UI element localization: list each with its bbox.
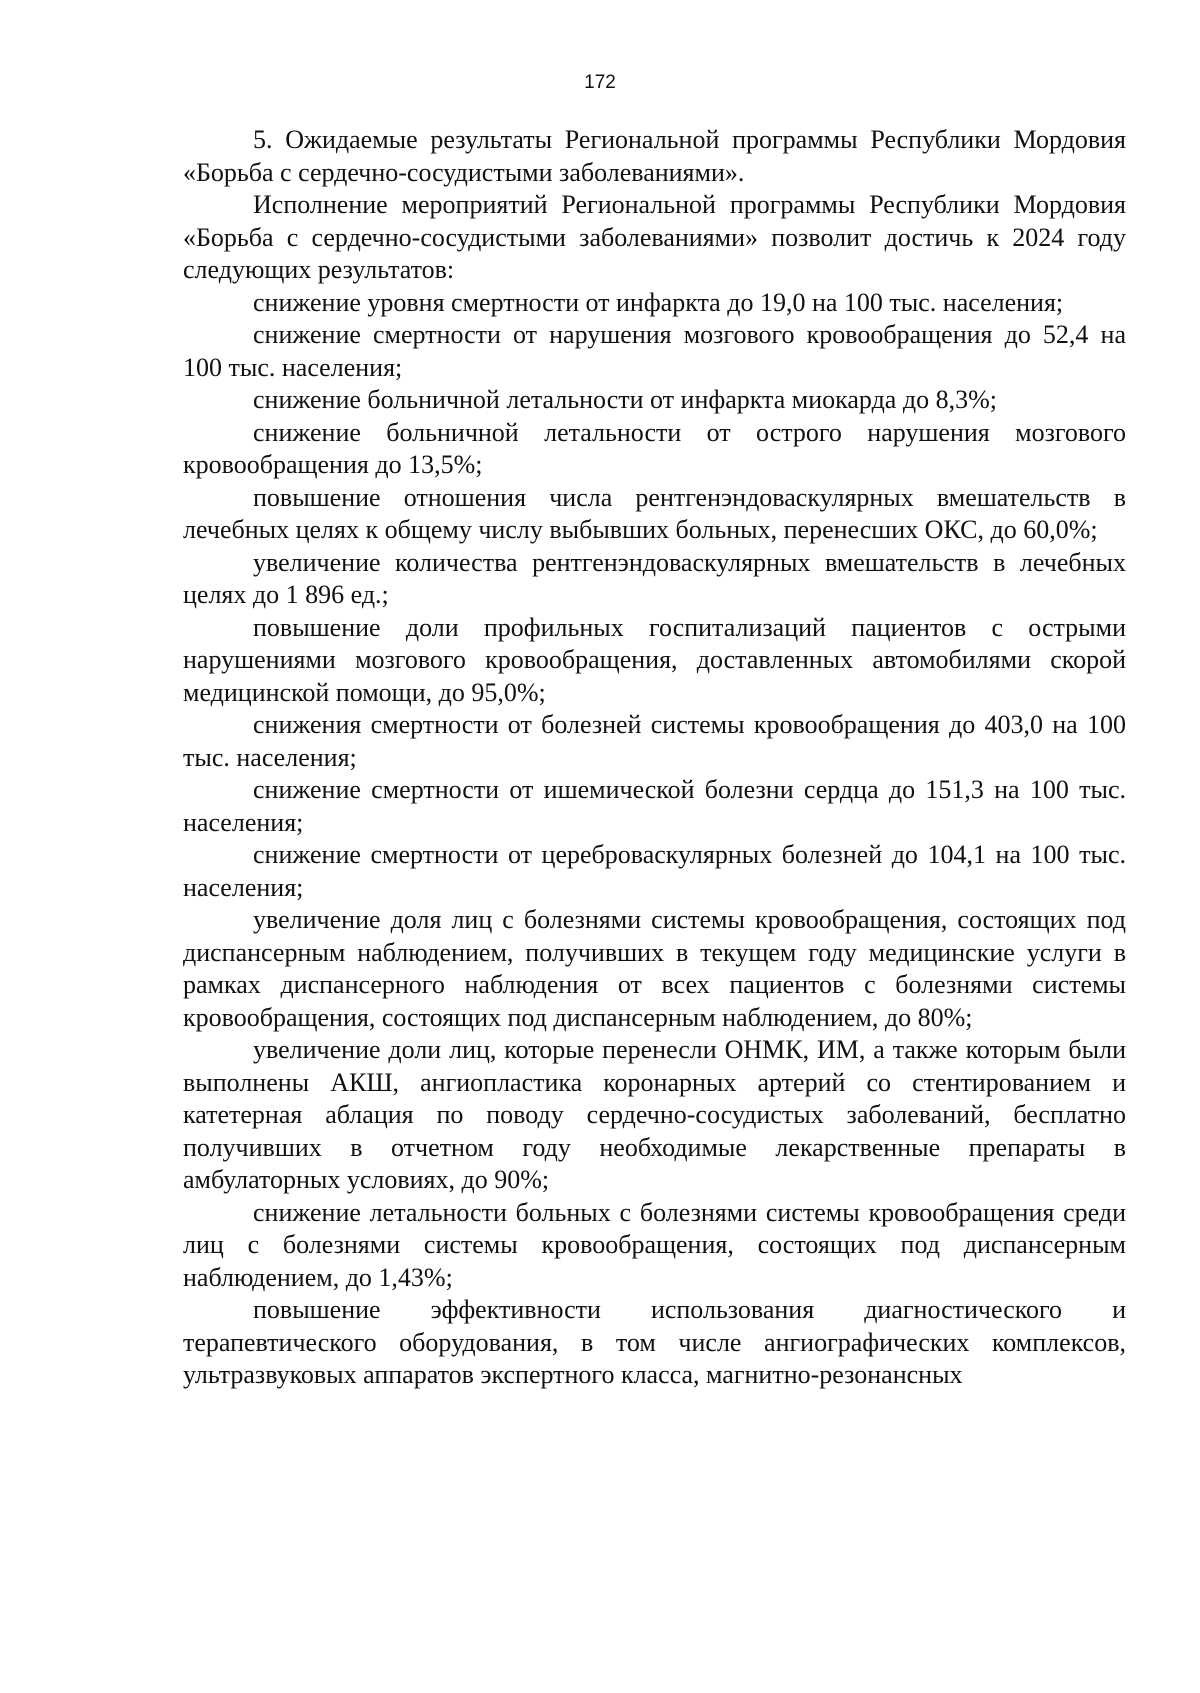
- paragraph-intro: Исполнение мероприятий Региональной программы Республики Мордовия «Борьба с сердечно-сосудистыми заболеваниями» позволит достичь к 2024 году следующих результатов:: [183, 190, 1126, 284]
- result-item: снижение смертности от нарушения мозгового кровообращения до 52,4 на 100 тыс. населения;: [183, 320, 1126, 382]
- result-item: снижение смертности от цереброваскулярных болезней до 104,1 на 100 тыс. населения;: [183, 840, 1126, 902]
- result-item: повышение эффективности использования диагностического и терапевтического оборудования, в том числе ангиографических комплексов, ультразвуковых аппаратов экспертного класса, магнитно-резонансных: [183, 1295, 1126, 1389]
- page-number: 172: [584, 72, 616, 93]
- result-item: увеличение доли лиц, которые перенесли ОНМК, ИМ, а также которым были выполнены АКШ, ангиопластика коронарных артерий со стентированием и катетерная аблация по поводу сердечно-сосудистых заболеваний, бесплатно получивших в отчетном году необходимые лекарственные препараты в амбулаторных условиях, до 90%;: [183, 1035, 1126, 1194]
- result-item: снижение больничной летальности от инфаркта миокарда до 8,3%;: [253, 385, 997, 414]
- result-item: увеличение доля лиц с болезнями системы кровообращения, состоящих под диспансерным наблюдением, получивших в текущем году медицинские услуги в рамках диспансерного наблюдения от всех пациентов с болезнями системы кровообращения, состоящих под диспансерным наблюдением, до 80%;: [183, 905, 1126, 1032]
- result-item: снижение больничной летальности от острого нарушения мозгового кровообращения до 13,5%;: [183, 417, 1126, 479]
- result-item: снижение уровня смертности от инфаркта до 19,0 на 100 тыс. населения;: [253, 287, 1064, 317]
- result-item: увеличение количества рентгенэндоваскулярных вмешательств в лечебных целях до 1 896 ед.;: [183, 547, 1126, 609]
- result-item: снижения смертности от болезней системы кровообращения до 403,0 на 100 тыс. населения;: [183, 710, 1126, 772]
- section-heading: 5. Ожидаемые результаты Региональной программы Республики Мордовия «Борьба с сердечно-сосудистыми заболеваниями».: [183, 125, 1126, 187]
- result-item: повышение доли профильных госпитализаций пациентов с острыми нарушениями мозгового кровообращения, доставленных автомобилями скорой медицинской помощи, до 95,0%;: [183, 612, 1126, 707]
- result-item: снижение смертности от ишемической болезни сердца до 151,3 на 100 тыс. населения;: [183, 775, 1126, 837]
- result-item: снижение летальности больных с болезнями системы кровообращения среди лиц с болезнями системы кровообращения, состоящих под диспансерным наблюдением, до 1,43%;: [183, 1197, 1126, 1292]
- document-body: [183, 124, 1126, 1392]
- result-item: повышение отношения числа рентгенэндоваскулярных вмешательств в лечебных целях к общему числу выбывших больных, перенесших ОКС, до 60,0%;: [183, 482, 1126, 544]
